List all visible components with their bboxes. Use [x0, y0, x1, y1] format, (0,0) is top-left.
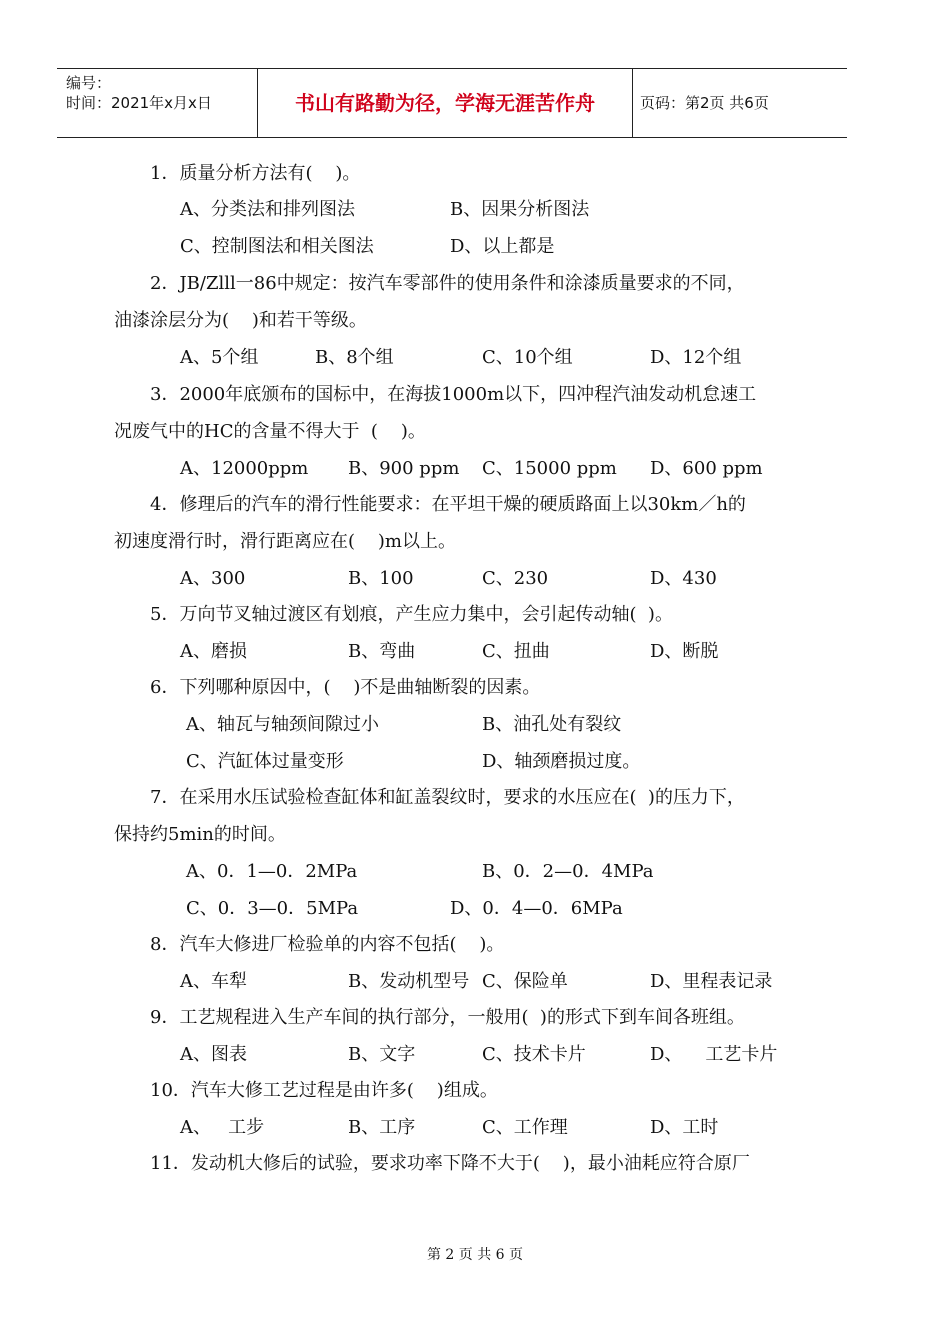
header-motto: 书山有路勤为径，学海无涯苦作舟 — [295, 91, 595, 115]
question-option: A、300 — [180, 568, 246, 589]
question-stem: 3．2000年底颁布的国标中，在海拔1000m以下，四冲程汽油发动机怠速工 — [150, 384, 757, 405]
question-option: A、 工步 — [180, 1117, 265, 1138]
question-option: D、轴颈磨损过度。 — [482, 751, 641, 772]
question-stem: 8．汽车大修进厂检验单的内容不包括( )。 — [150, 934, 505, 955]
question-stem-continuation: 油漆涂层分为( )和若干等级。 — [114, 310, 367, 331]
question-stem: 10．汽车大修工艺过程是由许多( )组成。 — [150, 1080, 498, 1101]
question-stem: 4．修理后的汽车的滑行性能要求：在平坦干燥的硬质路面上以30km／h的 — [150, 494, 746, 515]
question-option: A、车犁 — [180, 971, 247, 992]
question-stem: 6．下列哪种原因中，( )不是曲轴断裂的因素。 — [150, 677, 541, 698]
page-footer: 第 2 页 共 6 页 — [426, 1247, 524, 1263]
question-stem-continuation: 保持约5min的时间。 — [114, 824, 286, 845]
question-stem-continuation: 况废气中的HC的含量不得大于 ( )。 — [114, 421, 426, 442]
question-option: B、弯曲 — [348, 641, 416, 662]
question-option: B、900 ppm — [348, 458, 460, 479]
document-number-label: 编号： — [66, 74, 112, 92]
question-option: B、文字 — [348, 1044, 416, 1065]
question-option: D、以上都是 — [450, 236, 555, 257]
question-option: A、图表 — [180, 1044, 247, 1065]
question-option: C、扭曲 — [482, 641, 550, 662]
question-option: C、230 — [482, 568, 549, 589]
question-stem: 2．JB/Zlll一86中规定：按汽车零部件的使用条件和涂漆质量要求的不同， — [150, 273, 745, 294]
question-option: A、分类法和排列图法 — [180, 199, 355, 220]
question-option: C、0．3—0．5MPa — [186, 898, 359, 919]
question-option: D、0．4—0．6MPa — [450, 898, 623, 919]
question-option: D、12个组 — [650, 347, 742, 368]
question-option: B、工序 — [348, 1117, 416, 1138]
question-option: D、 工艺卡片 — [650, 1044, 778, 1065]
question-stem: 1．质量分析方法有( )。 — [150, 163, 361, 184]
question-option: B、100 — [348, 568, 414, 589]
question-option: C、汽缸体过量变形 — [186, 751, 344, 772]
question-option: A、5个组 — [180, 347, 259, 368]
question-option: A、12000ppm — [180, 458, 309, 479]
question-stem: 7．在采用水压试验检查缸体和缸盖裂纹时，要求的水压应在( )的压力下， — [150, 787, 745, 808]
question-option: D、断脱 — [650, 641, 719, 662]
question-option: A、磨损 — [180, 641, 247, 662]
question-option: B、因果分析图法 — [450, 199, 590, 220]
question-option: D、430 — [650, 568, 717, 589]
question-option: B、发动机型号 — [348, 971, 470, 992]
question-option: D、里程表记录 — [650, 971, 773, 992]
question-option: C、15000 ppm — [482, 458, 617, 479]
question-option: D、工时 — [650, 1117, 719, 1138]
question-option: B、0．2—0．4MPa — [482, 861, 654, 882]
question-option: B、8个组 — [315, 347, 394, 368]
header-page-number: 页码：第2页 共6页 — [640, 94, 769, 112]
question-stem: 11．发动机大修后的试验，要求功率下降不大于( )，最小油耗应符合原厂 — [150, 1153, 750, 1174]
question-stem-continuation: 初速度滑行时，滑行距离应在( )m以上。 — [114, 531, 456, 552]
question-stem: 5．万向节叉轴过渡区有划痕，产生应力集中，会引起传动轴( )。 — [150, 604, 673, 625]
question-option: C、工作理 — [482, 1117, 568, 1138]
document-time-label: 时间：2021年x月x日 — [66, 94, 212, 112]
question-option: B、油孔处有裂纹 — [482, 714, 622, 735]
question-option: A、0．1—0．2MPa — [186, 861, 358, 882]
question-option: C、控制图法和相关图法 — [180, 236, 374, 257]
question-option: A、轴瓦与轴颈间隙过小 — [186, 714, 379, 735]
question-option: C、技术卡片 — [482, 1044, 586, 1065]
question-option: C、保险单 — [482, 971, 568, 992]
question-stem: 9．工艺规程进入生产车间的执行部分，一般用( )的形式下到车间各班组。 — [150, 1007, 745, 1028]
question-option: D、600 ppm — [650, 458, 763, 479]
question-option: C、10个组 — [482, 347, 573, 368]
